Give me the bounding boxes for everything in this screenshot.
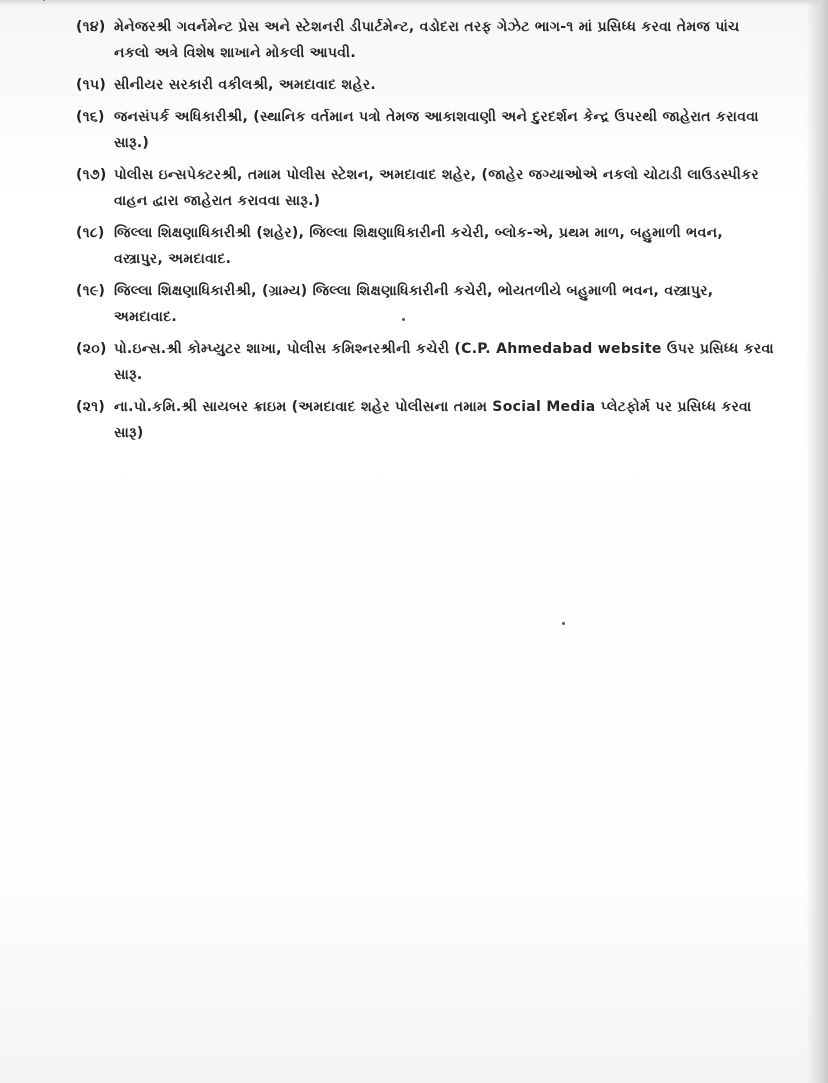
paper-speck xyxy=(402,318,405,321)
item-number: (૧૫) xyxy=(76,77,107,93)
paper-speck xyxy=(562,622,565,625)
item-number: (૧૭) xyxy=(76,167,107,183)
page-top-shadow xyxy=(0,0,828,6)
list-item-17 xyxy=(76,162,776,214)
item-number: (૨૧) xyxy=(76,399,106,415)
list-item-16 xyxy=(76,104,776,156)
item-text: જનસંપર્ક અધિકારીશ્રી, (સ્થાનિક વર્તમાન પત્રો તેમજ આકાશવાણી અને દુરદર્શન કેન્દ્ર ઉપરથી જાહેરાત કરાવવા સારૂ.) xyxy=(114,109,759,151)
list-item-14 xyxy=(76,14,776,66)
item-number: (૧૬) xyxy=(76,109,105,125)
page-right-shadow xyxy=(806,0,828,1083)
list-item-20 xyxy=(76,336,776,388)
list-item-21 xyxy=(76,394,776,446)
item-text: પોલીસ ઇન્સપેક્ટરશ્રી, તમામ પોલીસ સ્ટેશન, અમદાવાદ શહેર, (જાહેર જગ્યાઓએ નકલો ચોટાડી લાઉડસ્પીકર વાહન દ્વારા જાહેરાત કરાવવા સારૂ.) xyxy=(114,167,759,209)
list-item-19 xyxy=(76,278,776,330)
item-number: (૧૪) xyxy=(76,19,106,35)
item-text: પો.ઇન્સ.શ્રી કોમ્પ્યુટર શાખા, પોલીસ કમિશ્નરશ્રીની કચેરી (C.P. Ahmedabad website ઉપર પ્રસિધ્ધ કરવા સારૂ. xyxy=(114,341,774,383)
item-text: જિલ્લા શિક્ષણાધિકારીશ્રી (શહેર), જિલ્લા શિક્ષણાધિકારીની કચેરી, બ્લોક-એ, પ્રથમ માળ, બહુમાળી ભવન, વસ્ત્રાપુર, અમદાવાદ. xyxy=(114,225,723,267)
distribution-list xyxy=(76,14,776,452)
item-text: સીનીયર સરકારી વકીલશ્રી, અમદાવાદ શહેર. xyxy=(114,77,377,93)
list-item-15 xyxy=(76,72,776,98)
item-number: (૨૦) xyxy=(76,341,107,357)
item-text: જિલ્લા શિક્ષણાધિકારીશ્રી, (ગ્રામ્ય) જિલ્લા શિક્ષણાધિકારીની કચેરી, ભોયતળીયે બહુમાળી ભવન, વસ્ત્રાપુર, અમદાવાદ. xyxy=(114,283,714,325)
item-number: (૧૯) xyxy=(76,283,106,299)
item-text: મેનેજરશ્રી ગવર્નમેન્ટ પ્રેસ અને સ્ટેશનરી ડીપાર્ટમેન્ટ, વડોદરા તરફ ગેઝેટ ભાગ-૧ માં પ્રસિધ્ધ કરવા તેમજ પાંચ નકલો અત્રે વિશેષ શાખાને મોકલી આપવી. xyxy=(114,19,740,61)
list-item-18 xyxy=(76,220,776,272)
item-number: (૧૮) xyxy=(76,225,105,241)
item-text: ના.પો.કમિ.શ્રી સાયબર ક્રાઇમ (અમદાવાદ શહેર પોલીસના તમામ Social Media પ્લેટફોર્મ પર પ્રસિધ્ધ કરવા સારૂ) xyxy=(114,399,752,441)
